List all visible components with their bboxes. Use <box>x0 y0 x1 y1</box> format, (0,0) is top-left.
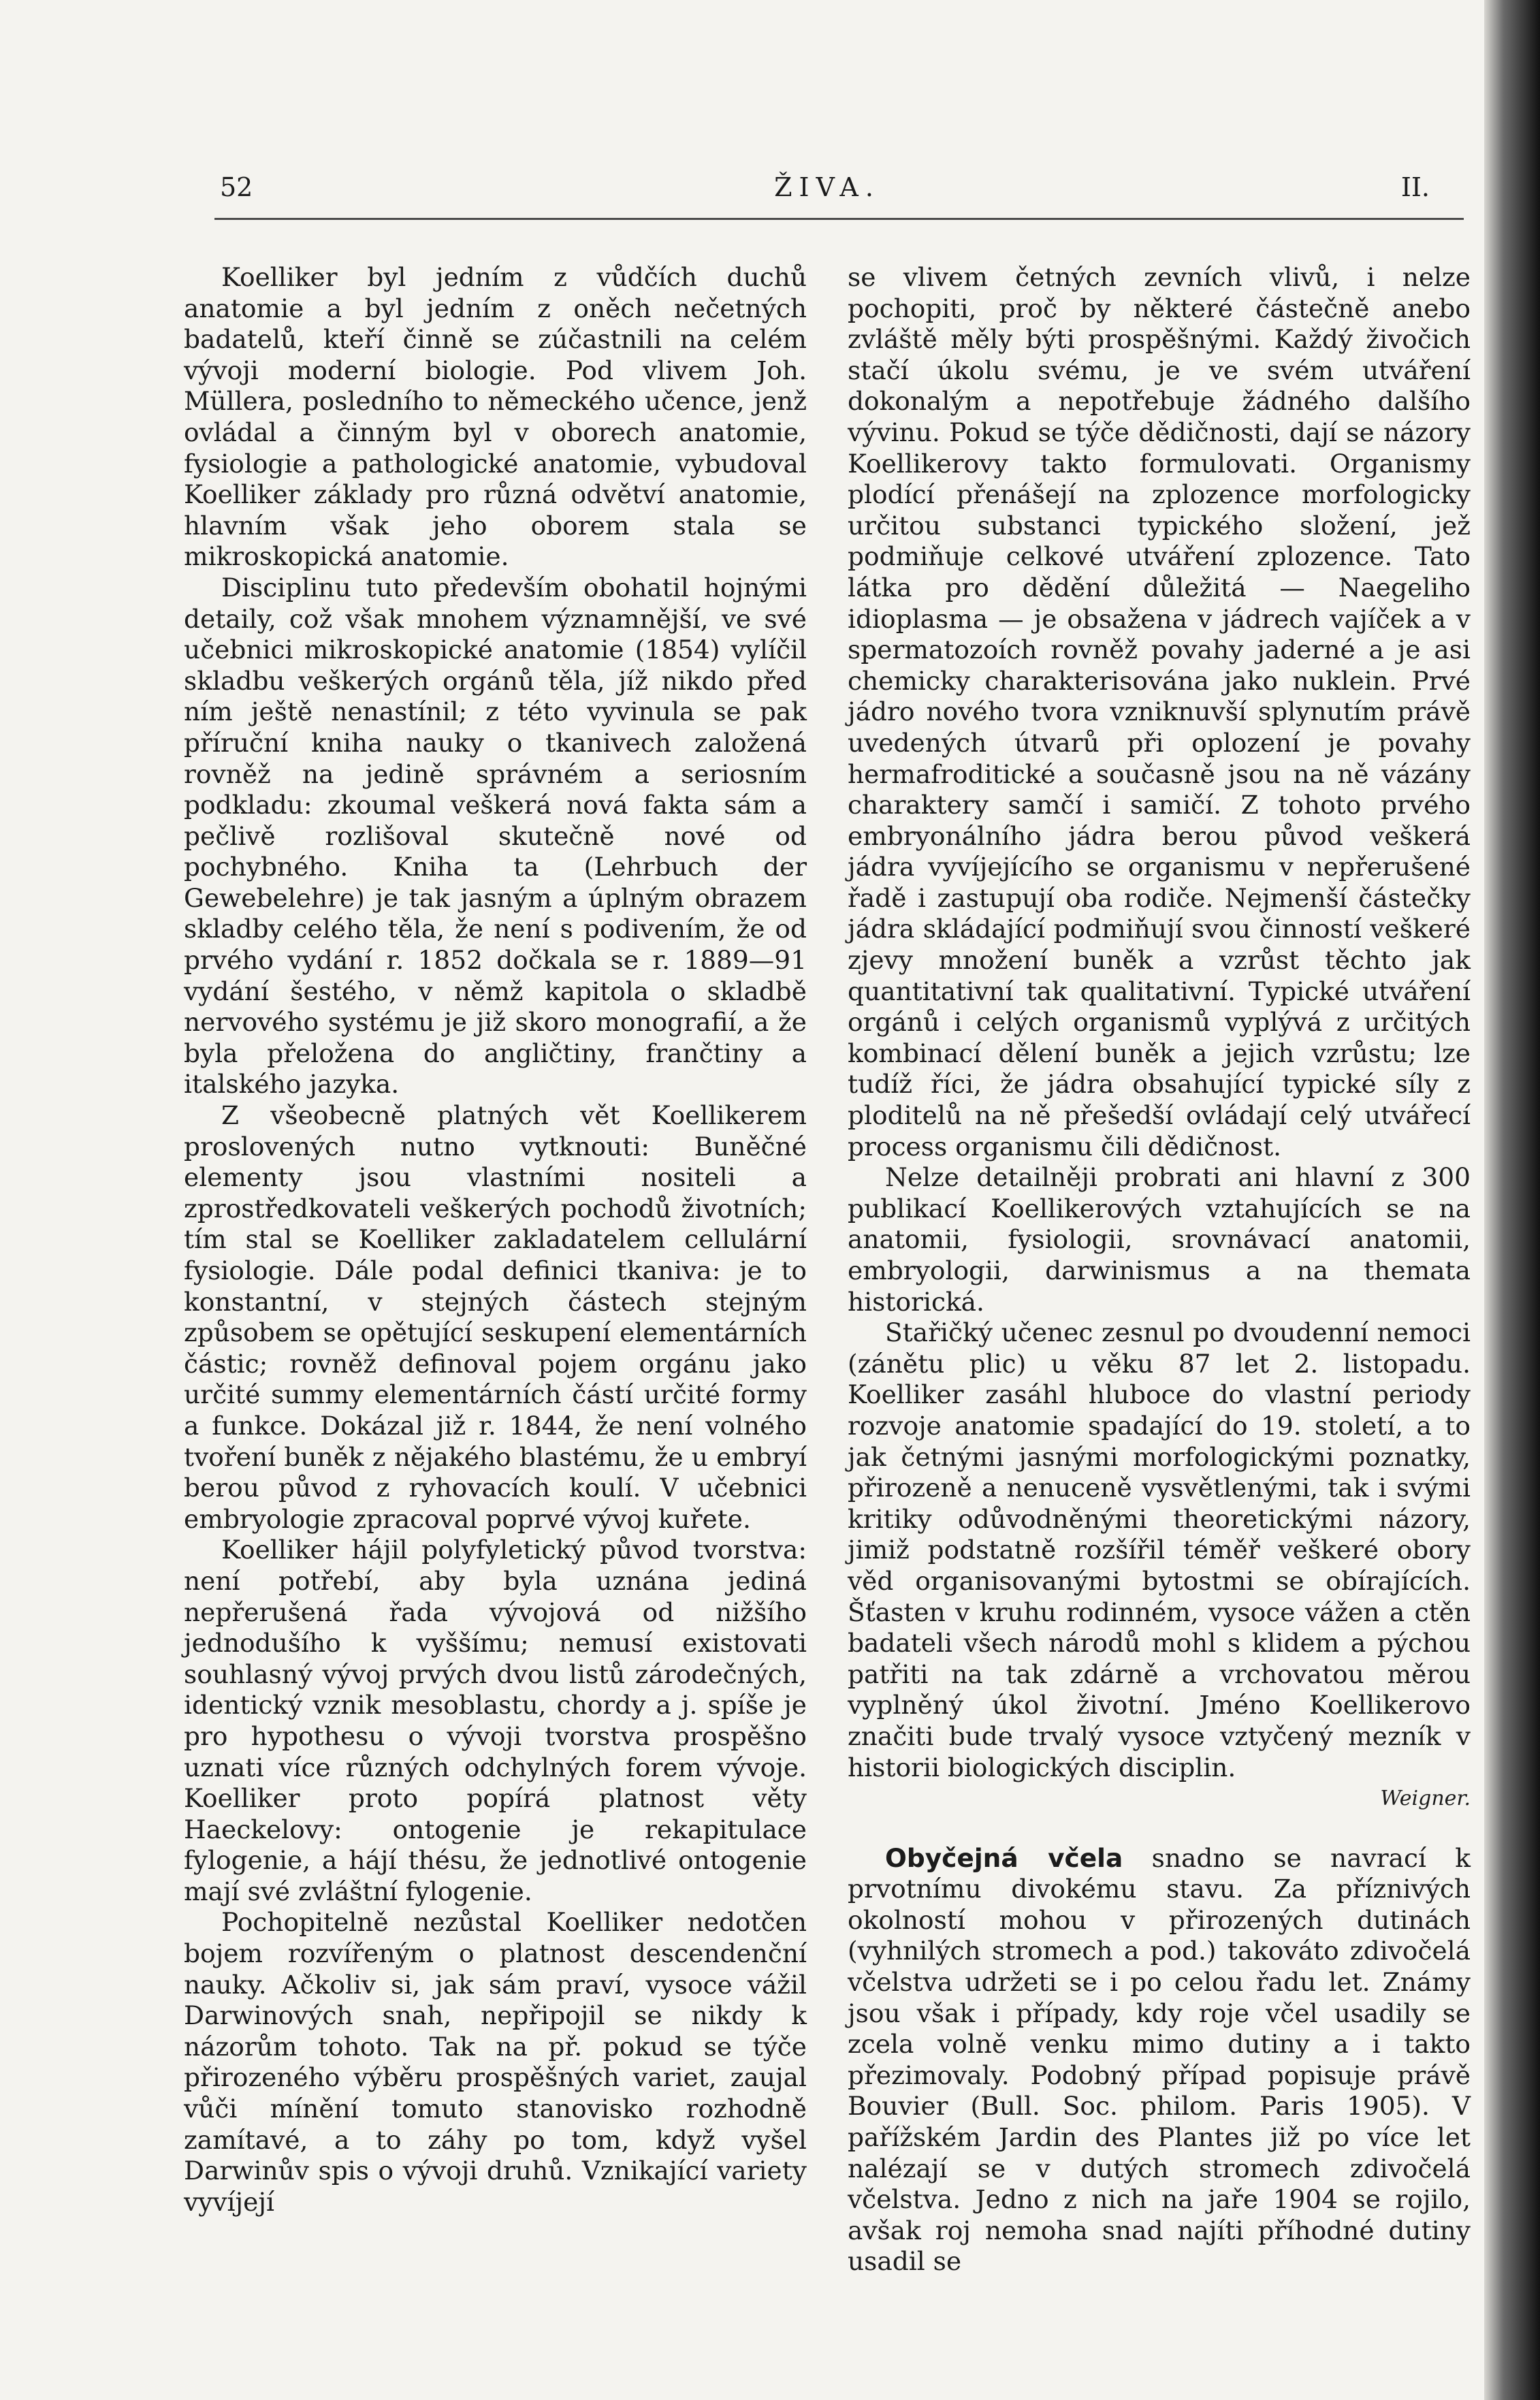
section-heading: Obyčejná včela <box>885 1842 1123 1873</box>
page-number: 52 <box>220 172 253 202</box>
section-paragraph <box>848 1843 1471 2277</box>
right-column <box>848 262 1471 2277</box>
paragraph: Disciplinu tuto především obohatil hojnými detaily, což však mnohem významnější, ve své učebnici mikroskopické anatomie (1854) vylíčil skladbu veškerých orgánů těla, jíž nikdo před ním ještě nenastínil; z této vyvinula se pak příruční kniha nauky o tkanivech založená rovněž na jedině správném a seriosním podkladu: zkoumal veškerá nová fakta sám a pečlivě rozlišoval skutečně nové od pochybného. Kniha ta (Lehrbuch der Gewebelehre) je tak jasným a úplným obrazem skladby celého těla, že není s podivením, že od prvého vydání r. 1852 dočkala se r. 1889—91 vydání šestého, v němž kapitola o skladbě nervového systému je již skoro monografií, a že byla přeložena do angličtiny, frančtiny a italského jazyka. <box>184 572 807 1100</box>
page-header <box>214 167 1440 208</box>
header-rule <box>214 218 1464 220</box>
paragraph: Nelze detailněji probrati ani hlavní z 300 publikací Koellikerových vztahujících se na anatomii, fysiologii, srovnávací anatomii, embryologii, darwinismus a na themata historická. <box>848 1162 1471 1317</box>
paragraph: Stařičký učenec zesnul po dvoudenní nemoci (zánětu plic) u věku 87 let 2. listopadu. Koelliker zasáhl hluboce do vlastní periody rozvoje anatomie spadající do 19. století, a to jak četnými jasnými morfologickými poznatky, přirozeně a nenuceně vysvětlenými, tak i svými kritiky odůvodněnými theoretickými názory, jimiž podstatně rozšířil téměř veškeré obory věd organisovanými bytostmi se obírajících. Šťasten v kruhu rodinném, vysoce vážen a ctěn badateli všech národů mohl s klidem a pýchou patřiti na tak zdárně a vrchovatou měrou vyplněný úkol životní. Jméno Koellikerovo značiti bude trvalý vysoce vztyčený mezník v historii biologických disciplin. <box>848 1317 1471 1782</box>
paragraph: se vlivem četných zevních vlivů, i nelze pochopiti, proč by některé částečně anebo zvláště měly býti prospěšnými. Každý živočich stačí úkolu svému, je ve svém utváření dokonalým a nepotřebuje žádného dalšího vývinu. Pokud se týče dědičnosti, dají se názory Koellikerovy takto formulovati. Organismy plodící přenášejí na zplozence morfologicky určitou substanci typického složení, jež podmiňuje celkové utváření zplozence. Tato látka pro dědění důležitá — Naegeliho idioplasma — je obsažena v jádrech vajíček a v spermatozoích rovněž povahy jaderné a je asi chemicky charakterisována jako nuklein. Prvé jádro nového tvora vzniknuvší splynutím právě uvedených útvarů při oplození je povahy hermafroditické a současně jsou na ně vázány charaktery samčí i samičí. Z tohoto prvého embryonálního jádra berou původ veškerá jádra vyvíjejícího se organismu v nepřerušené řadě i zastupují oba rodiče. Nejmenší částečky jádra skládající podmiňují svou činností veškeré zjevy množení buněk a vzrůst těchto jak quantitativní tak qualitativní. Typické utváření orgánů i celých organismů vyplývá z určitých kombinací dělení buněk a jejich vzrůstu; lze tudíž říci, že jádra obsahující typické síly z ploditelů na ně přešedší ovládají celý utvářecí process organismu čili dědičnost. <box>848 262 1471 1162</box>
section-gap <box>848 1814 1471 1843</box>
paragraph: Z všeobecně platných vět Koellikerem proslovených nutno vytknouti: Buněčné elementy jsou vlastními nositeli a zprostředkovateli veškerých pochodů životních; tím stal se Koelliker zakladatelem cellulární fysiologie. Dále podal definici tkaniva: je to konstantní, v stejných částech stejným způsobem se opětující seskupení elementárních částic; rovněž definoval pojem orgánu jako určité summy elementárních částí určité formy a funkce. Dokázal již r. 1844, že není volného tvoření buněk z nějakého blastému, že u embryí berou původ z ryhovacích koulí. V učebnici embryologie zpracoval poprvé vývoj kuřete. <box>184 1100 807 1534</box>
paragraph: Pochopitelně nezůstal Koelliker nedotčen bojem rozvířeným o platnost descendenční nauky. Ačkoliv si, jak sám praví, vysoce vážil Darwinových snah, nepřipojil se nikdy k názorům tohoto. Tak na př. pokud se týče přirozeného výběru prospěšných variet, zaujal vůči mínění tomuto stanovisko rozhodně zamítavé, a to záhy po tom, když vyšel Darwinův spis o vývoji druhů. Vznikající variety vyvíjejí <box>184 1907 807 2217</box>
author-signature: Weigner. <box>1380 1787 1471 1811</box>
volume-number: II. <box>1400 172 1430 202</box>
paragraph: Koelliker hájil polyfyletický původ tvorstva: není potřebí, aby byla uznána jediná nepřerušená řada vývojová od nižšího jednodušího k vyššímu; nemusí existovati souhlasný vývoj prvých dvou listů zárodečných, identický vznik mesoblastu, chordy a j. spíše je pro hypothesu o vývoji tvorstva prospěšno uznati více různých odchylných forem vývoje. Koelliker proto popírá platnost věty Haeckelovy: ontogenie je rekapitulace fylogenie, a hájí thésu, že jednotlivé ontogenie mají své zvláštní fylogenie. <box>184 1535 807 1906</box>
scan-edge <box>1484 0 1540 2400</box>
journal-title: ŽIVA. <box>774 172 880 202</box>
section-text: snadno se navrací k prvotnímu divokému stavu. Za příznivých okolností mohou v přirozených dutinách (vyhnilých stromech a pod.) takováto zdivočelá včelstva udržeti se i po celou řadu let. Známy jsou však i případy, kdy roje včel usadily se zcela volně venku mimo dutiny a i takto přezimovaly. Podobný případ popisuje právě Bouvier (Bull. Soc. philom. Paris 1905). V pařížském Jardin des Plantes již po více let nalézají se v dutých stromech zdivočelá včelstva. Jedno z nich na jaře 1904 se rojilo, avšak roj nemoha snad najíti příhodné dutiny usadil se <box>848 1842 1471 2277</box>
paragraph: Koelliker byl jedním z vůdčích duchů anatomie a byl jedním z oněch nečetných badatelů, kteří činně se zúčastnili na celém vývoji moderní biologie. Pod vlivem Joh. Müllera, posledního to německého učence, jenž ovládal a činným byl v oborech anatomie, fysiologie a pathologické anatomie, vybudoval Koelliker základy pro různá odvětví anatomie, hlavním však jeho oborem stala se mikroskopická anatomie. <box>184 262 807 572</box>
left-column <box>184 262 807 2218</box>
